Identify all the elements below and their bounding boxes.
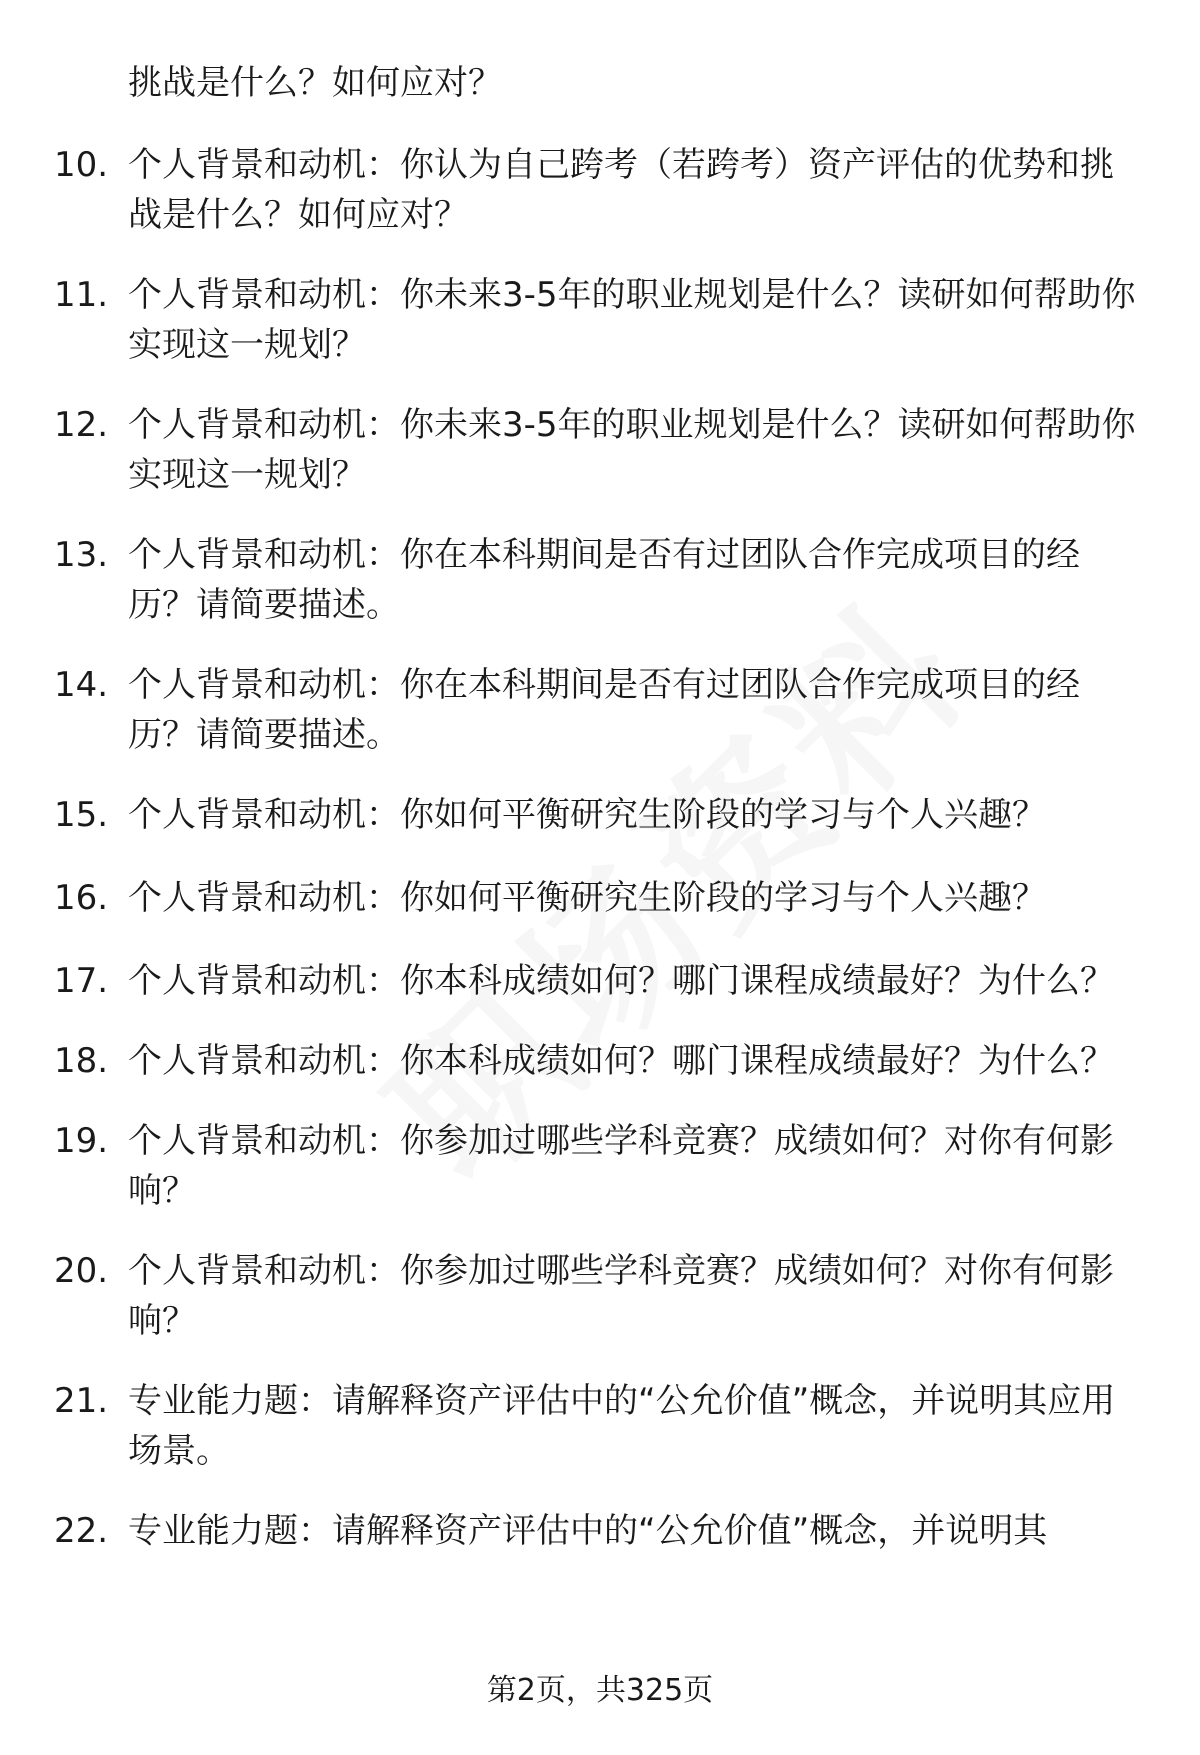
list-item [0, 530, 1200, 630]
page-footer: 第2页，共325页 [486, 1673, 714, 1708]
item-number: 21. [54, 1381, 109, 1421]
item-number: 12. [54, 405, 109, 445]
item-number: 14. [54, 665, 109, 705]
list-item [0, 1506, 1200, 1556]
item-text: 个人背景和动机：你在本科期间是否有过团队合作完成项目的经历？请简要描述。 [128, 535, 1080, 625]
item-text: 个人背景和动机：你未来3-5年的职业规划是什么？读研如何帮助你实现这一规划？ [128, 275, 1136, 365]
item-number: 17. [54, 961, 109, 1001]
list-item [0, 1036, 1200, 1086]
item-number: 22. [54, 1511, 109, 1551]
item-text: 个人背景和动机：你本科成绩如何？哪门课程成绩最好？为什么？ [128, 961, 1114, 1001]
list-item [0, 400, 1200, 500]
list-item [0, 790, 1200, 840]
item-text: 个人背景和动机：你本科成绩如何？哪门课程成绩最好？为什么？ [128, 1041, 1114, 1081]
question-list [0, 140, 1200, 1586]
item-number: 15. [54, 795, 109, 835]
item-text: 个人背景和动机：你参加过哪些学科竞赛？成绩如何？对你有何影响？ [128, 1251, 1114, 1341]
item-number: 19. [54, 1121, 109, 1161]
item-number: 16. [54, 878, 109, 918]
list-item [0, 1116, 1200, 1216]
item-text: 个人背景和动机：你如何平衡研究生阶段的学习与个人兴趣？ [128, 878, 1046, 918]
list-item [0, 956, 1200, 1006]
item-number: 10. [54, 145, 109, 185]
item-text: 个人背景和动机：你未来3-5年的职业规划是什么？读研如何帮助你实现这一规划？ [128, 405, 1136, 495]
item-text: 专业能力题：请解释资产评估中的“公允价值”概念，并说明其 [128, 1511, 1048, 1551]
list-item [0, 270, 1200, 370]
item-text: 个人背景和动机：你如何平衡研究生阶段的学习与个人兴趣？ [128, 795, 1046, 835]
item-number: 18. [54, 1041, 109, 1081]
item-text: 个人背景和动机：你在本科期间是否有过团队合作完成项目的经历？请简要描述。 [128, 665, 1080, 755]
list-item [0, 1246, 1200, 1346]
list-item [0, 1376, 1200, 1476]
list-item [0, 660, 1200, 760]
item-number: 11. [54, 275, 109, 315]
item-number: 20. [54, 1251, 109, 1291]
continued-question-text: 挑战是什么？如何应对？ [128, 63, 502, 103]
item-number: 13. [54, 535, 109, 575]
item-text: 个人背景和动机：你认为自己跨考（若跨考）资产评估的优势和挑战是什么？如何应对？ [128, 145, 1114, 235]
list-item [0, 140, 1200, 240]
item-text: 专业能力题：请解释资产评估中的“公允价值”概念，并说明其应用场景。 [128, 1381, 1116, 1471]
item-text: 个人背景和动机：你参加过哪些学科竞赛？成绩如何？对你有何影响？ [128, 1121, 1114, 1211]
list-item [0, 873, 1200, 923]
